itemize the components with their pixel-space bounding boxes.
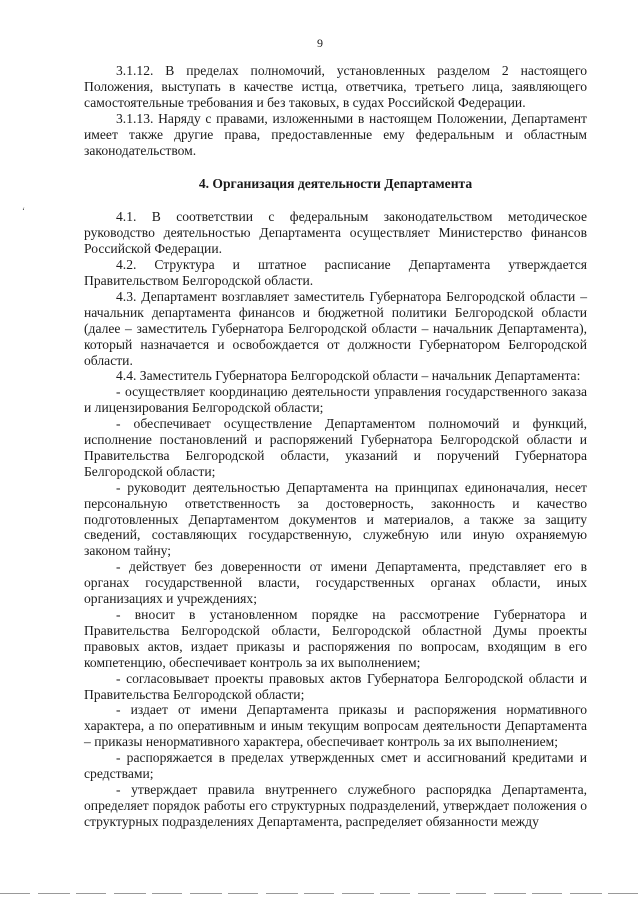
- list-item: - издает от имени Департамента приказы и распоряжения нормативного характера, а по оперативным и иным текущим вопросам деятельности Департамента – приказы ненормативного характера, обеспечивает контроль за их выполнением;: [84, 702, 587, 750]
- paragraph: 4.1. В соответствии с федеральным законодательством методическое руководство деятельностью Департамента осуществляет Министерство финансов Российской Федерации.: [84, 209, 587, 257]
- list-item: - руководит деятельностью Департамента на принципах единоначалия, несет персональную ответственность за достоверность, законность и качество подготовленных Департаментом документов и материалов, а также за защиту сведений, составляющих государственную, служебную или иную охраняемую законом тайну;: [84, 479, 587, 559]
- page-number: 9: [317, 36, 323, 50]
- list-item: - действует без доверенности от имени Департамента, представляет его в органах государственной власти, государственных органах области, иных организациях и учреждениях;: [84, 559, 587, 607]
- list-item: - вносит в установленном порядке на рассмотрение Губернатора и Правительства Белгородской области, Белгородской областной Думы проекты правовых актов, издает приказы и распоряжения по вопросам, входящим в его компетенцию, обеспечивает контроль за их выполнением;: [84, 607, 587, 670]
- scan-artifact-line: [0, 893, 640, 894]
- scan-speck: ‘: [22, 206, 25, 216]
- list-item: - согласовывает проекты правовых актов Губернатора Белгородской области и Правительства Белгородской области;: [84, 670, 587, 702]
- document-body: [84, 63, 587, 830]
- paragraph: 4.2. Структура и штатное расписание Департамента утверждается Правительством Белгородской области.: [84, 257, 587, 288]
- paragraph: 4.4. Заместитель Губернатора Белгородской области – начальник Департамента:: [116, 368, 581, 384]
- list-item: - осуществляет координацию деятельности управления государственного заказа и лицензирования Белгородской области;: [84, 384, 587, 416]
- list-item: - обеспечивает осуществление Департаментом полномочий и функций, исполнение постановлений и распоряжений Губернатора Белгородской области и Правительства Белгородской области, указаний и поручений Губернатора Белгородской области;: [84, 416, 587, 479]
- list-item: - распоряжается в пределах утвержденных смет и ассигнований кредитами и средствами;: [84, 750, 587, 782]
- list-item: - утверждает правила внутреннего служебного распорядка Департамента, определяет порядок работы его структурных подразделений, утверждает положения о структурных подразделениях Департамента, распределяет обязанности между: [84, 781, 587, 829]
- section-heading: 4. Организация деятельности Департамента: [198, 176, 473, 192]
- paragraph: 4.3. Департамент возглавляет заместитель Губернатора Белгородской области – начальник департамента финансов и бюджетной политики Белгородской области (далее – заместитель Губернатора Белгородской области – начальник Департамента), который назначается и освобождается от должности Губернатором Белгородской области.: [84, 288, 587, 368]
- paragraph: 3.1.13. Наряду с правами, изложенными в настоящем Положении, Департамент имеет также другие права, предоставленные ему федеральным и областным законодательством.: [84, 110, 587, 158]
- paragraph: 3.1.12. В пределах полномочий, установленных разделом 2 настоящего Положения, выступать в качестве истца, ответчика, третьего лица, заявляющего самостоятельные требования и без таковых, в судах Российской Федерации.: [84, 63, 587, 110]
